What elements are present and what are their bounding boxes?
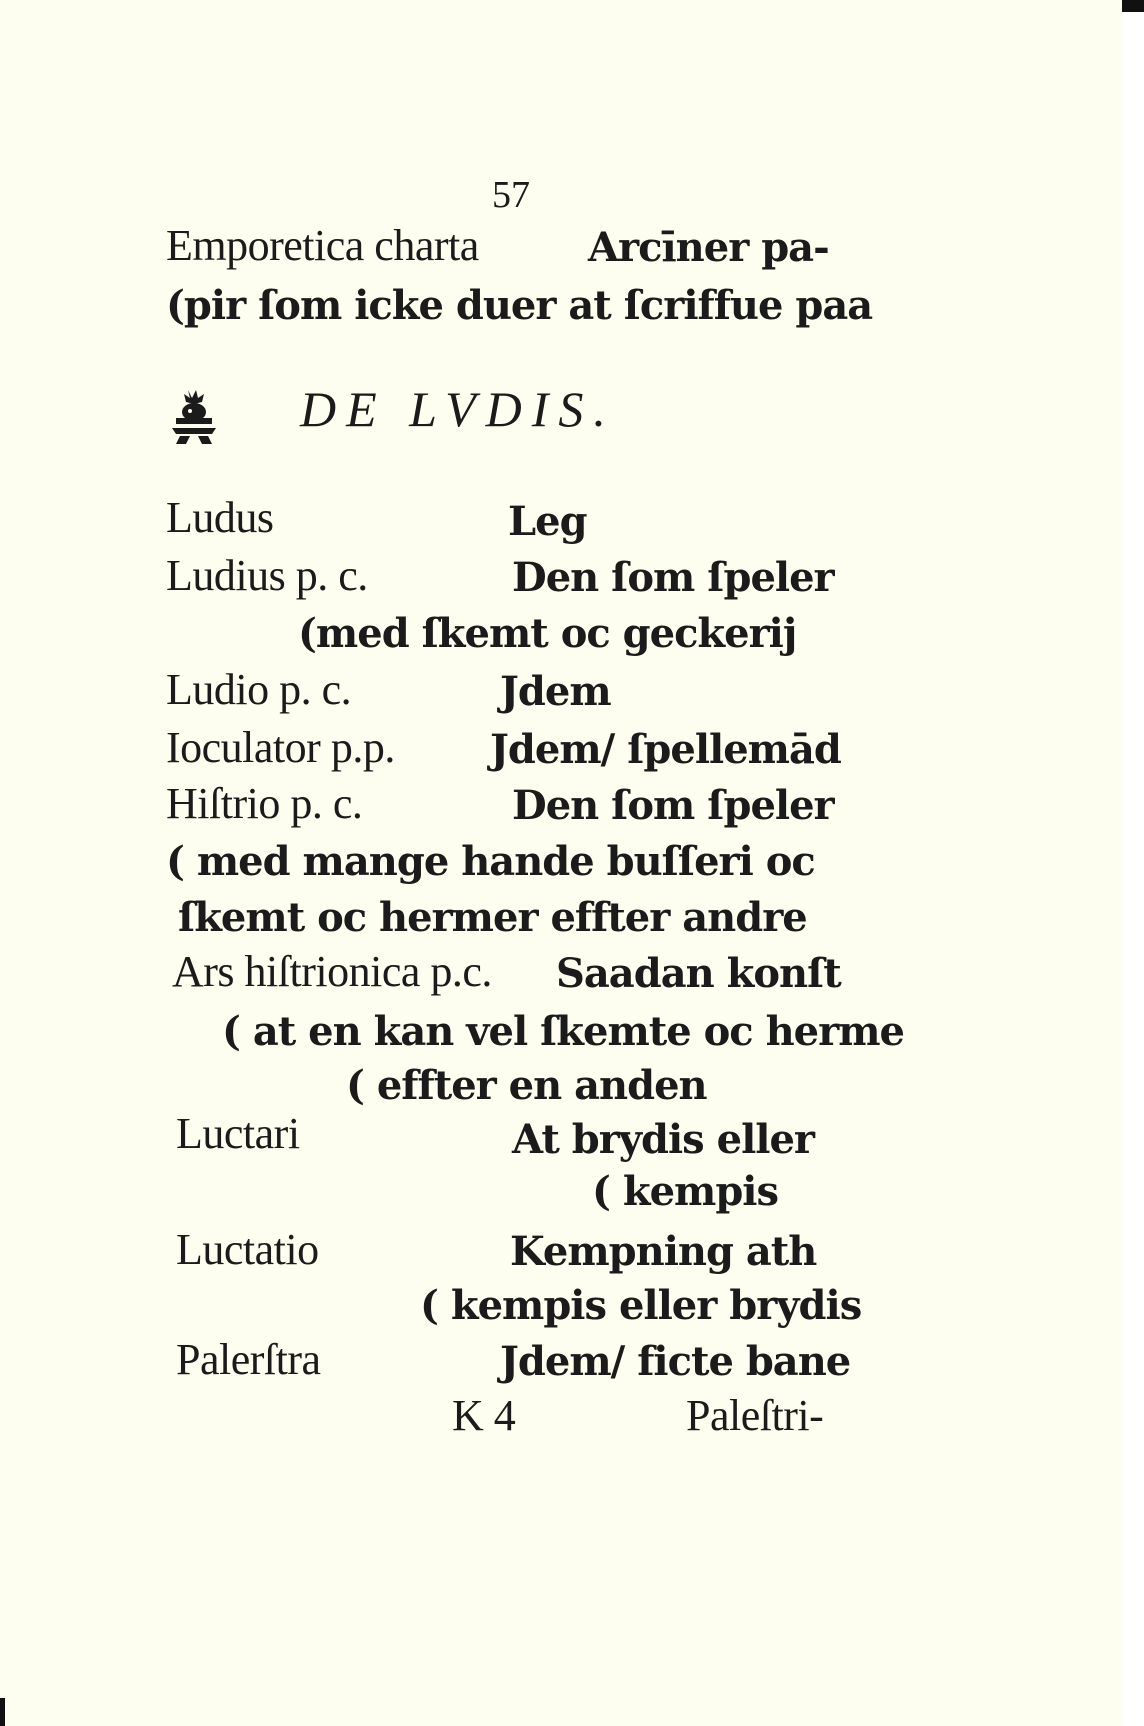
latin-term: Ludus: [166, 493, 274, 542]
signature-mark: K 4: [452, 1391, 516, 1440]
danish-gloss: Jdem: [500, 668, 611, 715]
latin-term: Luctatio: [176, 1225, 319, 1274]
danish-gloss: Arcīner pa-: [588, 224, 829, 271]
scan-edge-mark: [0, 1698, 5, 1726]
danish-gloss: Kempning ath: [510, 1228, 817, 1275]
latin-term: Hiſtrio p. c.: [166, 779, 363, 828]
scan-margin: [1122, 0, 1144, 1726]
latin-term: Emporetica charta: [166, 221, 479, 270]
danish-gloss: ( med mange hande buſſeri oc: [166, 838, 815, 885]
page-number: 57: [492, 174, 530, 216]
scan-edge-mark: [1122, 0, 1144, 12]
danish-gloss: Jdem/ ficte bane: [500, 1338, 851, 1385]
danish-gloss: ( kempis eller brydis: [420, 1282, 862, 1329]
danish-gloss: (med ſkemt oc geckerij: [298, 610, 797, 657]
latin-term: Palerſtra: [176, 1335, 321, 1384]
catchword: Paleſtri-: [686, 1391, 824, 1440]
danish-gloss: At brydis eller: [512, 1116, 814, 1163]
latin-term: Ars hiſtrionica p.c.: [172, 947, 492, 996]
latin-term: Ioculator p.p.: [166, 723, 395, 772]
danish-gloss: Leg: [508, 498, 587, 545]
lion-fleuron-icon: [168, 388, 220, 446]
danish-gloss: Saadan konſt: [556, 950, 841, 997]
danish-gloss: ( at en kan vel ſkemte oc herme: [222, 1008, 904, 1055]
danish-gloss: ſkemt oc hermer effter andre: [178, 894, 807, 941]
danish-gloss: Jdem/ ſpellemād: [490, 726, 841, 773]
danish-gloss: Den ſom ſpeler: [512, 782, 834, 829]
danish-gloss: ( kempis: [592, 1168, 779, 1215]
danish-gloss: Den ſom ſpeler: [512, 554, 834, 601]
latin-term: Ludius p. c.: [166, 551, 368, 600]
danish-gloss: (pir ſom icke duer at ſcriffue paa: [166, 282, 873, 329]
latin-term: Ludio p. c.: [166, 665, 352, 714]
latin-term: Luctari: [176, 1109, 300, 1158]
section-heading: DE LVDIS.: [300, 381, 616, 437]
danish-gloss: ( effter en anden: [346, 1062, 707, 1109]
